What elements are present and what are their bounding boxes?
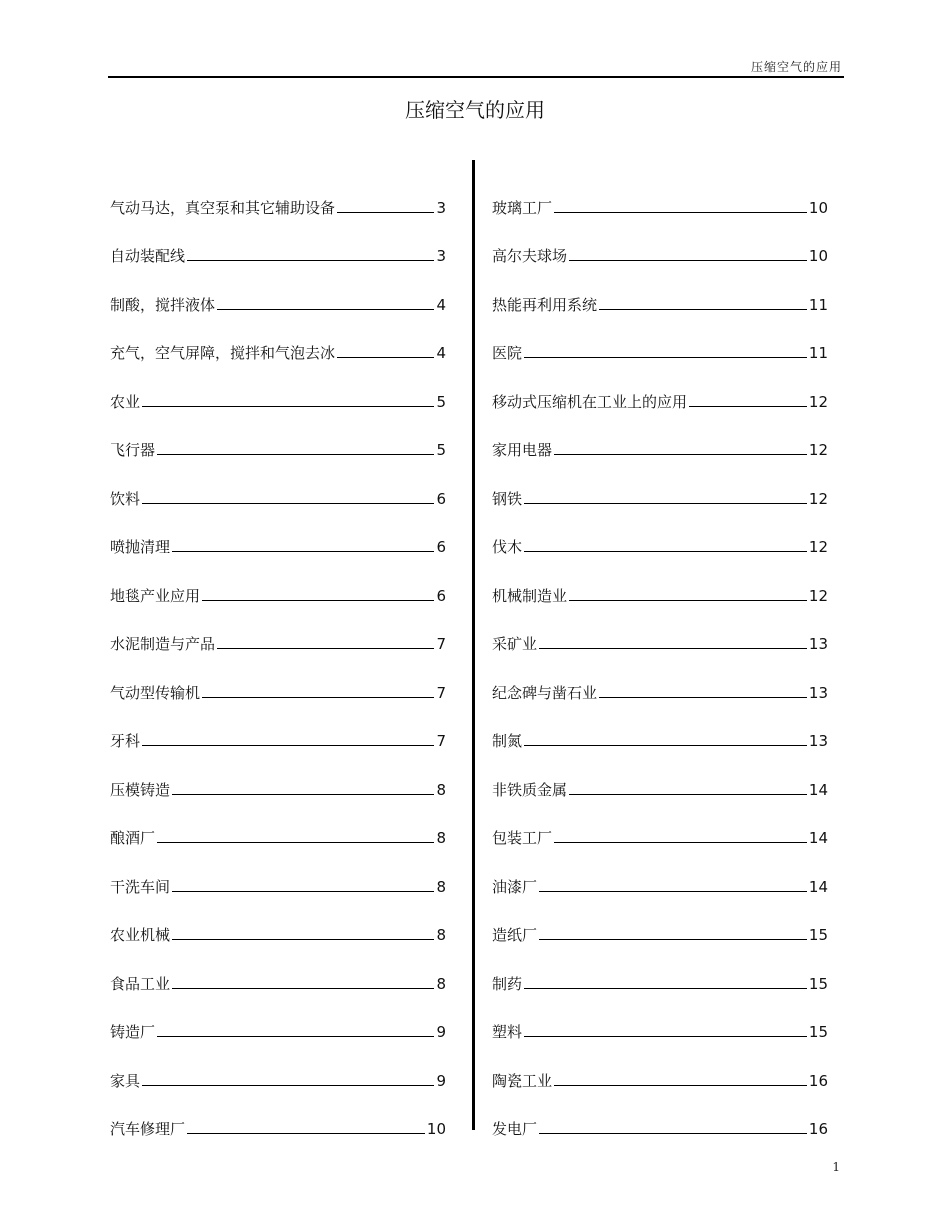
toc-entry-title: 移动式压缩机在工业上的应用: [492, 392, 688, 411]
toc-leader-line: [142, 745, 434, 746]
toc-leader-line: [172, 551, 434, 552]
toc-entry-title: 干洗车间: [110, 877, 171, 896]
toc-entry-title: 家具: [110, 1071, 141, 1090]
toc-entry[interactable]: [492, 706, 828, 755]
toc-entry-title: 医院: [492, 344, 523, 362]
toc-entry-title: 压模铸造: [110, 780, 171, 799]
toc-entry-title: 玻璃工厂: [492, 198, 553, 217]
toc-entry-title: 酿酒厂: [110, 829, 156, 847]
toc-entry-title: 自动装配线: [110, 247, 186, 265]
toc-leader-line: [569, 794, 807, 795]
toc-entry[interactable]: [110, 463, 446, 512]
toc-entry-title: 非铁质金属: [492, 780, 568, 799]
toc-leader-line: [217, 309, 434, 310]
toc-entry[interactable]: [492, 172, 828, 221]
toc-entry-page: 4: [436, 295, 446, 314]
toc-entry[interactable]: [492, 560, 828, 609]
toc-entry-page: 4: [436, 344, 446, 362]
toc-entry[interactable]: [492, 609, 828, 658]
toc-entry[interactable]: [110, 657, 446, 706]
toc-leader-line: [187, 1133, 425, 1134]
toc-entry-page: 8: [436, 780, 446, 799]
toc-entry[interactable]: [492, 512, 828, 561]
toc-entry[interactable]: [492, 948, 828, 997]
toc-entry-title: 伐木: [492, 538, 523, 556]
toc-leader-line: [337, 212, 434, 213]
toc-entry[interactable]: [110, 512, 446, 561]
toc-entry[interactable]: [110, 948, 446, 997]
toc-entry-page: 11: [808, 344, 828, 362]
toc-leader-line: [554, 1085, 807, 1086]
toc-entry-page: 8: [436, 974, 446, 993]
toc-leader-line: [539, 648, 807, 649]
toc-leader-line: [187, 260, 434, 261]
toc-entry-title: 高尔夫球场: [492, 247, 568, 265]
toc-leader-line: [172, 891, 434, 892]
toc-entry[interactable]: [110, 900, 446, 949]
toc-entry[interactable]: [492, 269, 828, 318]
toc-leader-line: [569, 600, 807, 601]
toc-entry[interactable]: [110, 318, 446, 367]
toc-entry-page: 8: [436, 926, 446, 944]
toc-entry-page: 15: [808, 926, 828, 944]
toc-entry-page: 12: [808, 441, 828, 459]
toc-leader-line: [202, 600, 434, 601]
toc-leader-line: [554, 454, 807, 455]
toc-entry-title: 制药: [492, 974, 523, 993]
toc-entry-title: 汽车修理厂: [110, 1120, 186, 1138]
toc-leader-line: [172, 988, 434, 989]
toc-entry-page: 16: [808, 1071, 828, 1090]
toc-entry-page: 14: [808, 780, 828, 799]
toc-entry-page: 6: [436, 489, 446, 508]
toc-entry-page: 12: [808, 538, 828, 556]
toc-entry-title: 气动型传输机: [110, 683, 201, 702]
toc-entry-title: 机械制造业: [492, 586, 568, 605]
toc-entry-page: 8: [436, 877, 446, 896]
toc-entry[interactable]: [492, 1094, 828, 1143]
toc-entry-page: 3: [436, 247, 446, 265]
toc-entry[interactable]: [110, 851, 446, 900]
toc-entry[interactable]: [492, 900, 828, 949]
toc-entry[interactable]: [492, 997, 828, 1046]
toc-entry-page: 13: [808, 683, 828, 702]
toc-entry-title: 纪念碑与凿石业: [492, 683, 598, 702]
toc-entry-title: 塑料: [492, 1023, 523, 1041]
toc-entry-title: 造纸厂: [492, 926, 538, 944]
header-rule: [108, 76, 844, 78]
toc-entry[interactable]: [492, 318, 828, 367]
toc-entry[interactable]: [110, 997, 446, 1046]
toc-entry-page: 12: [808, 586, 828, 605]
toc-entry-page: 16: [808, 1120, 828, 1138]
toc-leader-line: [524, 1036, 807, 1037]
toc-entry[interactable]: [110, 1094, 446, 1143]
toc-entry[interactable]: [492, 463, 828, 512]
toc-entry[interactable]: [110, 706, 446, 755]
toc-entry-page: 7: [436, 732, 446, 750]
toc-entry-page: 7: [436, 635, 446, 653]
toc-entry-title: 牙科: [110, 732, 141, 750]
toc-entry-title: 钢铁: [492, 489, 523, 508]
toc-entry-title: 充气，空气屏障，搅拌和气泡去冰: [110, 344, 336, 362]
toc-entry[interactable]: [492, 803, 828, 852]
toc-left-column: [110, 172, 446, 1142]
toc-entry-page: 5: [436, 392, 446, 411]
toc-leader-line: [337, 357, 434, 358]
toc-entry[interactable]: [492, 754, 828, 803]
toc-entry-page: 6: [436, 538, 446, 556]
toc-entry-page: 14: [808, 829, 828, 847]
toc-leader-line: [142, 406, 434, 407]
toc-entry-title: 铸造厂: [110, 1023, 156, 1041]
toc-entry-title: 发电厂: [492, 1120, 538, 1138]
toc-entry-page: 3: [436, 198, 446, 217]
toc-entry[interactable]: [492, 415, 828, 464]
toc-leader-line: [689, 406, 807, 407]
toc-entry-title: 热能再利用系统: [492, 295, 598, 314]
toc-entry[interactable]: [110, 221, 446, 270]
toc-leader-line: [157, 454, 434, 455]
toc-leader-line: [524, 988, 807, 989]
toc-entry-page: 8: [436, 829, 446, 847]
toc-entry-page: 10: [808, 247, 828, 265]
toc-entry-title: 饮料: [110, 489, 141, 508]
toc-entry-page: 12: [808, 392, 828, 411]
toc-entry-title: 飞行器: [110, 441, 156, 459]
toc-entry-title: 食品工业: [110, 974, 171, 993]
column-divider: [472, 160, 475, 1130]
toc-entry-page: 5: [436, 441, 446, 459]
toc-right-column: [492, 172, 828, 1142]
toc-leader-line: [202, 697, 434, 698]
toc-leader-line: [569, 260, 807, 261]
toc-entry-page: 11: [808, 295, 828, 314]
toc-entry-page: 9: [436, 1071, 446, 1090]
toc-entry[interactable]: [492, 366, 828, 415]
toc-entry-page: 6: [436, 586, 446, 605]
toc-leader-line: [157, 842, 434, 843]
toc-entry-page: 15: [808, 1023, 828, 1041]
toc-leader-line: [524, 745, 807, 746]
toc-entry-title: 油漆厂: [492, 877, 538, 896]
toc-leader-line: [539, 939, 807, 940]
toc-leader-line: [554, 842, 807, 843]
toc-leader-line: [157, 1036, 434, 1037]
running-header: 压缩空气的应用: [750, 60, 842, 74]
toc-entry-page: 14: [808, 877, 828, 896]
toc-leader-line: [524, 503, 807, 504]
toc-entry-title: 水泥制造与产品: [110, 635, 216, 653]
toc-entry[interactable]: [492, 851, 828, 900]
toc-entry-title: 喷抛清理: [110, 538, 171, 556]
toc-entry-page: 12: [808, 489, 828, 508]
toc-entry-title: 制氮: [492, 732, 523, 750]
page-number: 1: [832, 1160, 840, 1174]
toc-entry-title: 地毯产业应用: [110, 586, 201, 605]
toc-leader-line: [142, 503, 434, 504]
toc-leader-line: [217, 648, 434, 649]
toc-entry-title: 农业机械: [110, 926, 171, 944]
toc-leader-line: [554, 212, 807, 213]
toc-entry-page: 9: [436, 1023, 446, 1041]
toc-entry[interactable]: [492, 221, 828, 270]
toc-entry-title: 包装工厂: [492, 829, 553, 847]
toc-entry-page: 10: [426, 1120, 446, 1138]
toc-leader-line: [539, 891, 807, 892]
toc-entry-page: 10: [808, 198, 828, 217]
page-title: 压缩空气的应用: [405, 98, 545, 122]
toc-entry-page: 13: [808, 635, 828, 653]
toc-entry[interactable]: [492, 1045, 828, 1094]
toc-entry[interactable]: [110, 269, 446, 318]
toc-entry-title: 气动马达，真空泵和其它辅助设备: [110, 198, 336, 217]
toc-leader-line: [172, 794, 434, 795]
toc-entry[interactable]: [110, 366, 446, 415]
toc-leader-line: [172, 939, 434, 940]
toc-entry-page: 7: [436, 683, 446, 702]
toc-entry-title: 陶瓷工业: [492, 1071, 553, 1090]
toc-entry[interactable]: [110, 415, 446, 464]
toc-entry[interactable]: [110, 803, 446, 852]
toc-leader-line: [599, 697, 807, 698]
toc-entry[interactable]: [110, 1045, 446, 1094]
toc-leader-line: [599, 309, 807, 310]
toc-entry[interactable]: [110, 172, 446, 221]
toc-entry-page: 13: [808, 732, 828, 750]
toc-entry-title: 家用电器: [492, 441, 553, 459]
toc-entry-title: 农业: [110, 392, 141, 411]
toc-entry-title: 制酸，搅拌液体: [110, 295, 216, 314]
toc-leader-line: [539, 1133, 807, 1134]
toc-leader-line: [142, 1085, 434, 1086]
toc-leader-line: [524, 551, 807, 552]
toc-entry[interactable]: [110, 560, 446, 609]
toc-leader-line: [524, 357, 807, 358]
toc-entry-title: 采矿业: [492, 635, 538, 653]
toc-entry-page: 15: [808, 974, 828, 993]
toc-entry[interactable]: [492, 657, 828, 706]
toc-entry[interactable]: [110, 609, 446, 658]
toc-entry[interactable]: [110, 754, 446, 803]
